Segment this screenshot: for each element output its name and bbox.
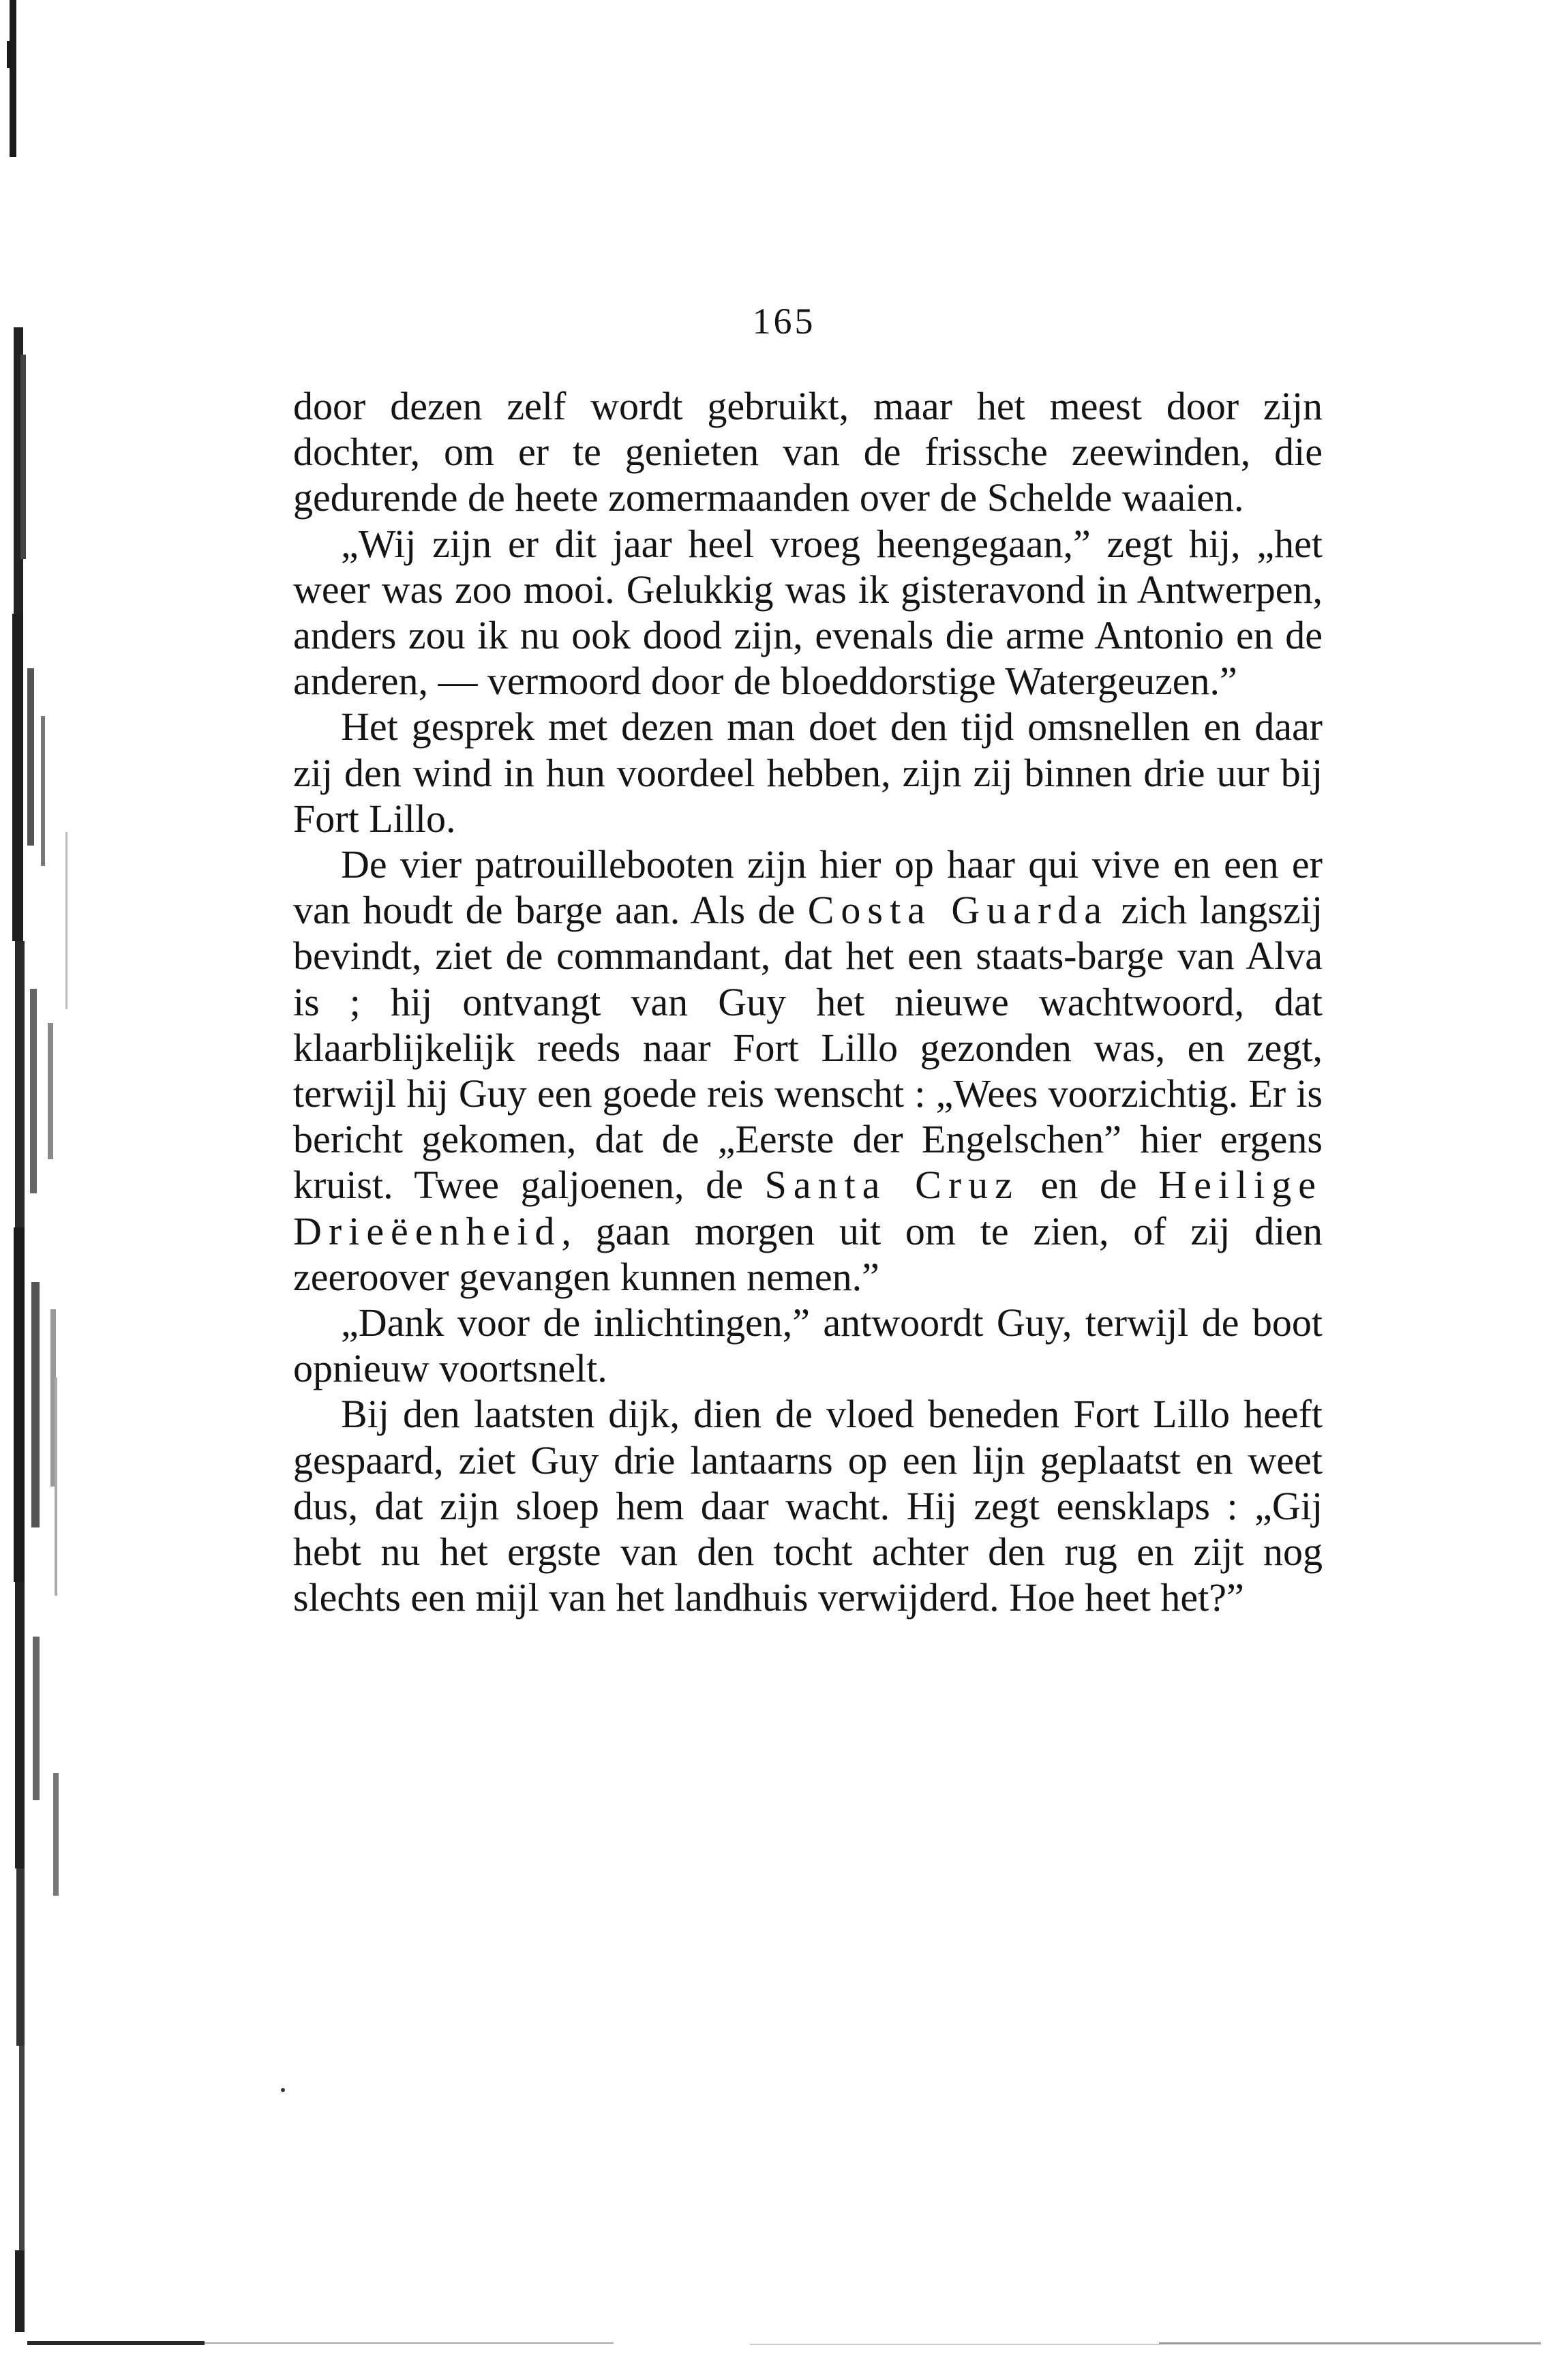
spaced-name-text: Heilige Drieëenheid <box>293 1163 1323 1253</box>
page-number: 165 <box>752 301 816 342</box>
bottom-edge-graphic <box>0 2301 1568 2356</box>
paragraph-p2 <box>293 521 1323 704</box>
paragraph-text: Het gesprek met dezen man doet den tijd omsnellen en daar zij den wind in hun voordeel hebben, zijn zij binnen drie uur bij Fort Lillo. <box>293 704 1323 841</box>
scanned-binding-edge <box>0 0 102 2356</box>
paragraph-p3 <box>293 704 1323 841</box>
body-text <box>293 383 1323 1620</box>
binding-edge-graphic <box>0 0 102 2356</box>
ink-speck <box>281 2088 285 2092</box>
paragraph-p5 <box>293 1300 1323 1391</box>
paragraph-text: door dezen zelf wordt gebruikt, maar het meest door zijn dochter, om er te genieten van de frissche zeewinden, die gedurende de heete zomermaanden over de Schelde waaien. <box>293 384 1323 520</box>
paragraph-text: De vier patrouillebooten zijn hier op haar qui vive en een er van houdt de barge aan. Als de <box>293 842 1323 933</box>
paragraph-text: , gaan morgen uit om te zien, of zij dien zeeroover gevangen kunnen nemen.” <box>293 1208 1323 1299</box>
paragraph-p1 <box>293 383 1323 521</box>
paragraph-text: zich langszij bevindt, ziet de commandant, dat het een staats-barge van Alva is ; hij ontvangt van Guy het nieuwe wachtwoord, dat klaarblijkelijk reeds naar Fort Lillo gezonden was, en zegt, terwijl hij Guy een goede reis wenscht : „Wees voorzichtig. Er is bericht gekomen, dat de „Eerste der Engelschen” hier ergens kruist. Twee galjoenen, de <box>293 888 1323 1208</box>
paragraph-text: en de <box>1019 1163 1159 1208</box>
paragraph-p4 <box>293 841 1323 1300</box>
paragraph-text: Bij den laatsten dijk, dien de vloed beneden Fort Lillo heeft gespaard, ziet Guy drie lantaarns op een lijn geplaatst en weet dus, dat zijn sloep hem daar wacht. Hij zegt eensklaps : „Gij hebt nu het ergste van den tocht achter den rug en zijt nog slechts een mijl van het landhuis verwijderd. Hoe heet het?” <box>293 1392 1323 1620</box>
paragraph-p6 <box>293 1391 1323 1620</box>
scanned-bottom-edge <box>0 2301 1568 2356</box>
paragraph-text: „Dank voor de inlichtingen,” antwoordt Guy, terwijl de boot opnieuw voortsnelt. <box>293 1300 1323 1391</box>
spaced-name-text: Costa Guarda <box>807 888 1109 933</box>
paragraph-text: „Wij zijn er dit jaar heel vroeg heengegaan,” zegt hij, „het weer was zoo mooi. Gelukkig was ik gisteravond in Antwerpen, anders zou ik nu ook dood zijn, evenals die arme Antonio en de anderen, — vermoord door de bloeddorstige Watergeuzen.” <box>293 521 1323 704</box>
spaced-name-text: Santa Cruz <box>764 1163 1019 1208</box>
